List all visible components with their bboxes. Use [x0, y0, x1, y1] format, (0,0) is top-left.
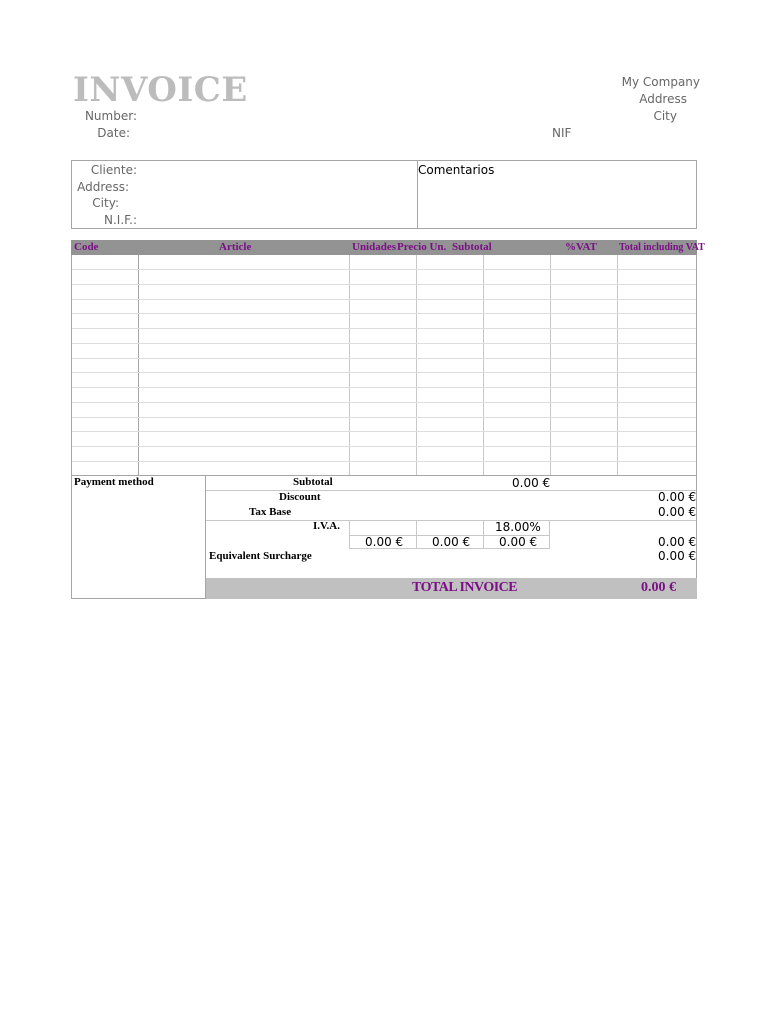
tax-base-value: 0.00 €: [658, 505, 697, 519]
iva-rate: 18.00%: [495, 520, 541, 534]
col-vat-pct: %VAT: [565, 241, 597, 253]
iva-base-value: 0.00 €: [365, 535, 404, 549]
number-label: Number:: [84, 109, 137, 123]
subtotal-label: Subtotal: [293, 476, 333, 488]
total-invoice-value: 0.00 €: [641, 580, 676, 595]
total-invoice-label: TOTAL INVOICE: [412, 580, 518, 595]
discount-label: Discount: [279, 491, 321, 503]
col-unidades: Unidades: [352, 241, 397, 253]
company-name: My Company: [621, 75, 700, 89]
item-table-body: [71, 255, 697, 476]
iva-label: I.V.A.: [313, 520, 341, 532]
surcharge-value: 0.00 €: [658, 549, 697, 563]
col-article: Article: [219, 241, 252, 253]
col-precio: Precio Un.: [397, 241, 447, 253]
invoice-title: INVOICE: [73, 70, 248, 110]
iva-total-value: 0.00 €: [658, 535, 697, 549]
surcharge-label: Equivalent Surcharge: [209, 550, 312, 562]
company-address: Address: [639, 92, 687, 106]
payment-method-label: Payment method: [74, 476, 154, 488]
client-address-label: Address:: [77, 180, 129, 194]
subtotal-value: 0.00 €: [512, 476, 551, 490]
company-city: City: [653, 109, 677, 123]
col-subtotal: Subtotal: [452, 241, 492, 253]
tax-base-label: Tax Base: [249, 506, 292, 518]
comments-label: Comentarios: [418, 163, 495, 177]
client-nif-label: N.I.F.:: [104, 213, 137, 227]
discount-value: 0.00 €: [658, 490, 697, 504]
iva-col3-value: 0.00 €: [499, 535, 538, 549]
table-header: [71, 240, 705, 255]
col-code: Code: [74, 241, 99, 253]
cliente-label: Cliente:: [90, 163, 137, 177]
nif-label: NIF: [552, 126, 572, 140]
col-total-vat: Total including VAT: [619, 242, 705, 253]
iva-col2-value: 0.00 €: [432, 535, 471, 549]
date-label: Date:: [97, 126, 130, 140]
client-box: [71, 160, 697, 229]
client-city-label: City:: [92, 196, 119, 210]
